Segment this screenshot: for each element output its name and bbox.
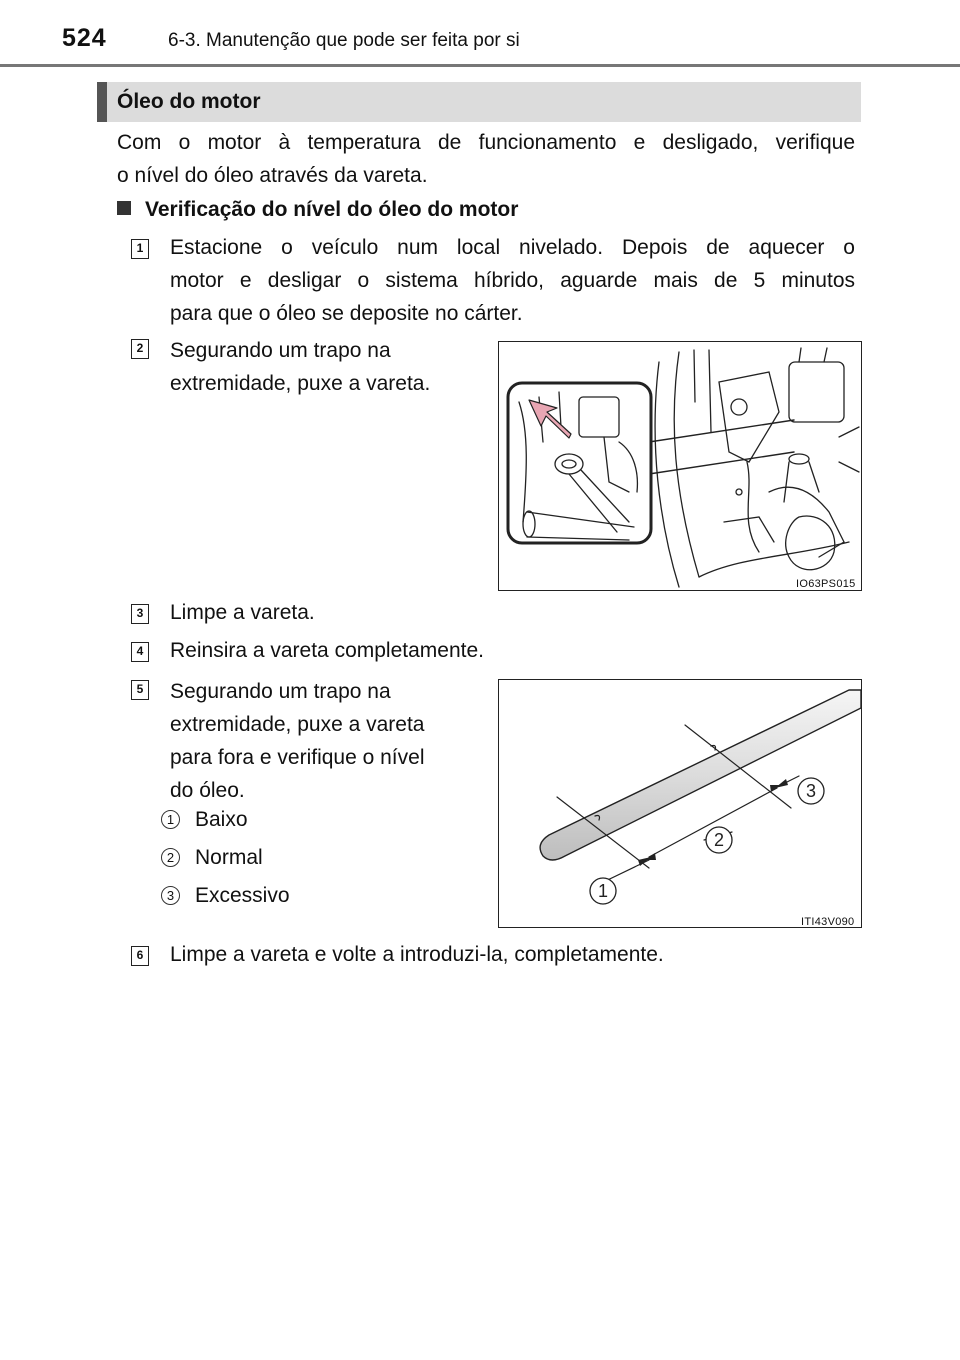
section-title: Óleo do motor <box>117 90 261 113</box>
step-5-line-3: para fora e verifique o nível <box>170 746 425 769</box>
step-6-line-1: Limpe a vareta e volte a introduzi-la, completamente. <box>170 943 664 966</box>
level-label-excessive: Excessivo <box>195 884 290 907</box>
dipstick-level-figure <box>498 679 862 928</box>
level-number-2: 2 <box>161 848 180 867</box>
level-number-3: 3 <box>161 886 180 905</box>
step-3-line-1: Limpe a vareta. <box>170 601 315 624</box>
step-number-4: 4 <box>131 642 149 662</box>
subsection-heading <box>117 198 518 222</box>
step-number-1: 1 <box>131 239 149 259</box>
intro-line-1: Com o motor à temperatura de funcionamento e desligado, verifique <box>117 131 855 154</box>
engine-figure-code: IO63PS015 <box>796 578 856 590</box>
section-bar-accent <box>97 82 107 122</box>
dipstick-figure-code: ITI43V090 <box>801 916 855 928</box>
step-number-6: 6 <box>131 946 149 966</box>
step-2-line-2: extremidade, puxe a vareta. <box>170 372 431 395</box>
callout-label-3: 3 <box>805 781 817 801</box>
step-5-line-1: Segurando um trapo na <box>170 680 391 703</box>
running-head: 6-3. Manutenção que pode ser feita por si <box>168 30 520 51</box>
step-1-line-1: Estacione o veículo num local nivelado. Depois de aquecer o <box>170 236 855 259</box>
step-1-line-2: motor e desligar o sistema híbrido, aguarde mais de 5 minutos <box>170 269 855 292</box>
header-rule <box>0 64 960 67</box>
callout-label-1: 1 <box>597 881 609 901</box>
engine-dipstick-figure <box>498 341 862 591</box>
step-number-5: 5 <box>131 680 149 700</box>
square-bullet-icon <box>117 201 131 215</box>
step-number-2: 2 <box>131 339 149 359</box>
callout-label-2: 2 <box>713 830 725 850</box>
dipstick-illustration <box>499 680 862 928</box>
step-5-line-2: extremidade, puxe a vareta <box>170 713 425 736</box>
level-number-1: 1 <box>161 810 180 829</box>
section-title-bar <box>97 82 861 122</box>
level-label-low: Baixo <box>195 808 248 831</box>
step-1-line-3: para que o óleo se deposite no cárter. <box>170 302 523 325</box>
engine-illustration <box>499 342 862 591</box>
level-label-normal: Normal <box>195 846 263 869</box>
step-2-line-1: Segurando um trapo na <box>170 339 391 362</box>
subsection-title: Verificação do nível do óleo do motor <box>145 198 519 221</box>
page-number: 524 <box>62 24 107 52</box>
step-number-3: 3 <box>131 604 149 624</box>
intro-line-2: o nível do óleo através da vareta. <box>117 164 428 187</box>
step-4-line-1: Reinsira a vareta completamente. <box>170 639 484 662</box>
step-5-line-4: do óleo. <box>170 779 245 802</box>
